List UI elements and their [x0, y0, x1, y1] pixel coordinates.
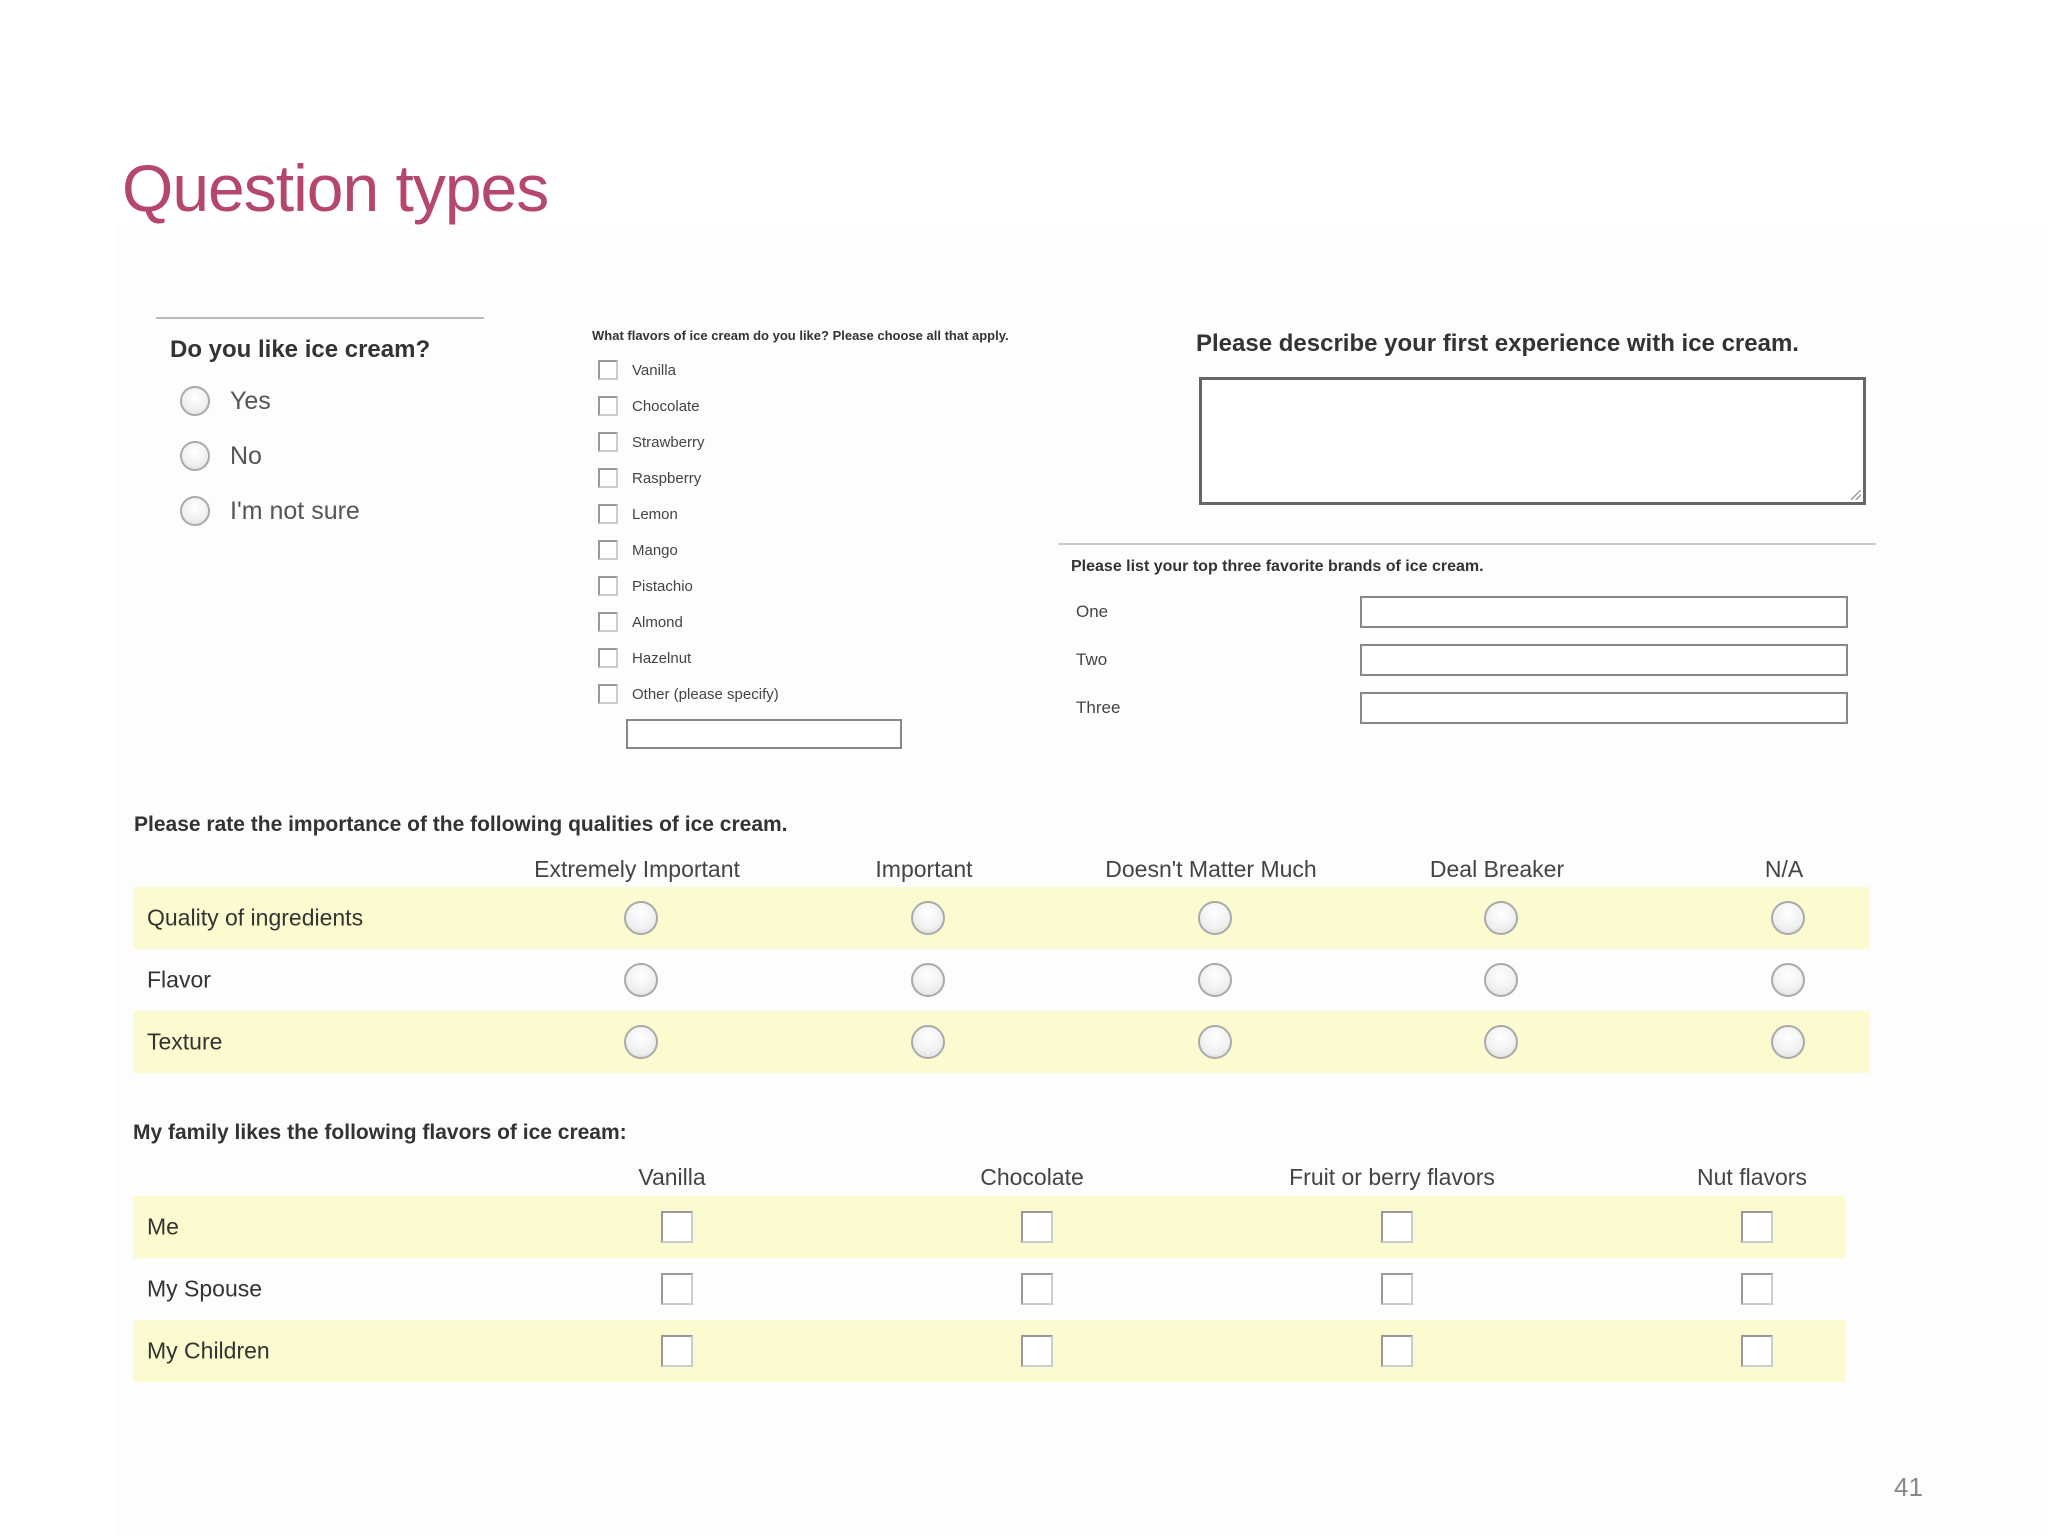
radio-button[interactable] — [1198, 963, 1232, 997]
row-label: Flavor — [147, 966, 211, 993]
brand-input-three[interactable] — [1360, 692, 1848, 724]
brand-label-two: Two — [1076, 650, 1108, 669]
column-header: Fruit or berry flavors — [1289, 1164, 1495, 1190]
radio-button[interactable] — [1771, 963, 1805, 997]
q2-option-strawberry[interactable] — [598, 432, 705, 452]
checkbox[interactable] — [1021, 1273, 1053, 1305]
q2-option-hazelnut[interactable] — [598, 648, 691, 668]
q1-option-yes[interactable] — [180, 386, 271, 416]
option-label: Hazelnut — [632, 649, 692, 667]
q1-question: Do you like ice cream? — [170, 336, 431, 363]
checkbox[interactable] — [598, 612, 618, 632]
column-header: Chocolate — [980, 1164, 1084, 1190]
column-header: Doesn't Matter Much — [1105, 856, 1317, 882]
checkbox[interactable] — [598, 432, 618, 452]
checkbox[interactable] — [598, 468, 618, 488]
brand-label-three: Three — [1076, 698, 1121, 717]
brand-label-one: One — [1076, 602, 1109, 621]
checkbox[interactable] — [1741, 1273, 1773, 1305]
brand-input-one[interactable] — [1360, 596, 1848, 628]
radio-button[interactable] — [624, 1025, 658, 1059]
q2-question: What flavors of ice cream do you like? Please choose all that apply. — [592, 328, 1009, 343]
option-label: Pistachio — [632, 577, 693, 595]
option-label: No — [230, 441, 262, 470]
q2-option-lemon[interactable] — [598, 504, 678, 524]
checkbox[interactable] — [598, 648, 618, 668]
option-label: Vanilla — [632, 361, 676, 379]
radio-button[interactable] — [180, 441, 210, 471]
column-header: Extremely Important — [534, 856, 740, 882]
radio-button[interactable] — [1771, 901, 1805, 935]
checkbox[interactable] — [1381, 1335, 1413, 1367]
column-header: Important — [875, 856, 973, 882]
radio-button[interactable] — [911, 901, 945, 935]
row-label: Texture — [147, 1028, 223, 1055]
row-label: My Children — [147, 1337, 270, 1364]
option-label: Lemon — [632, 505, 678, 523]
checkbox[interactable] — [661, 1211, 693, 1243]
column-header: Nut flavors — [1697, 1164, 1807, 1190]
option-label: Chocolate — [632, 397, 700, 415]
other-specify-input[interactable] — [626, 719, 902, 749]
q2-option-almond[interactable] — [598, 612, 683, 632]
resize-handle-icon[interactable] — [1849, 488, 1861, 500]
radio-button[interactable] — [1198, 1025, 1232, 1059]
checkbox[interactable] — [598, 360, 618, 380]
row-label: My Spouse — [147, 1275, 263, 1302]
checkbox[interactable] — [661, 1335, 693, 1367]
radio-button[interactable] — [1198, 901, 1232, 935]
checkbox[interactable] — [598, 684, 618, 704]
q6-question: My family likes the following flavors of ice cream: — [133, 1121, 627, 1144]
row-label: Quality of ingredients — [147, 904, 364, 931]
option-label: Raspberry — [632, 469, 702, 487]
checkbox[interactable] — [1381, 1211, 1413, 1243]
slide-title: Question types — [122, 151, 549, 225]
brand-input-two[interactable] — [1360, 644, 1848, 676]
checkbox[interactable] — [598, 576, 618, 596]
checkbox[interactable] — [598, 396, 618, 416]
checkbox[interactable] — [661, 1273, 693, 1305]
radio-button[interactable] — [1484, 1025, 1518, 1059]
column-header: Deal Breaker — [1429, 856, 1565, 882]
q2-option-other[interactable] — [598, 684, 779, 704]
family-row-children — [133, 1320, 1845, 1382]
radio-button[interactable] — [624, 901, 658, 935]
q3-question: Please describe your first experience with ice cream. — [1196, 330, 1799, 357]
checkbox[interactable] — [1741, 1335, 1773, 1367]
q5-question: Please rate the importance of the following qualities of ice cream. — [134, 813, 788, 836]
q2-option-pistachio[interactable] — [598, 576, 693, 596]
checkbox[interactable] — [1381, 1273, 1413, 1305]
checkbox[interactable] — [1021, 1211, 1053, 1243]
checkbox[interactable] — [1741, 1211, 1773, 1243]
radio-button[interactable] — [180, 386, 210, 416]
family-row-me — [133, 1196, 1845, 1258]
column-header: Vanilla — [638, 1164, 706, 1190]
radio-button[interactable] — [911, 1025, 945, 1059]
option-label: Other (please specify) — [632, 685, 779, 703]
q1-divider — [156, 317, 484, 319]
experience-textarea[interactable] — [1199, 377, 1866, 505]
option-label: Strawberry — [632, 433, 705, 451]
family-row-spouse — [133, 1258, 1845, 1320]
checkbox[interactable] — [598, 540, 618, 560]
q4-divider — [1058, 543, 1876, 545]
radio-button[interactable] — [624, 963, 658, 997]
q2-option-vanilla[interactable] — [598, 360, 676, 380]
option-label: Mango — [632, 541, 678, 559]
q2-option-chocolate[interactable] — [598, 396, 700, 416]
rating-row-texture — [133, 1011, 1869, 1073]
row-label: Me — [147, 1213, 179, 1240]
radio-button[interactable] — [1484, 901, 1518, 935]
option-label: Yes — [230, 386, 271, 415]
column-header: N/A — [1764, 856, 1804, 882]
q1-option-no[interactable] — [180, 441, 262, 471]
q2-option-mango[interactable] — [598, 540, 678, 560]
checkbox[interactable] — [1021, 1335, 1053, 1367]
rating-row-flavor — [133, 949, 1869, 1011]
q1-option-not-sure[interactable] — [180, 496, 360, 526]
page-number: 41 — [1894, 1472, 1923, 1502]
checkbox[interactable] — [598, 504, 618, 524]
option-label: I'm not sure — [230, 496, 360, 525]
radio-button[interactable] — [180, 496, 210, 526]
q2-option-raspberry[interactable] — [598, 468, 701, 488]
radio-button[interactable] — [1484, 963, 1518, 997]
radio-button[interactable] — [1771, 1025, 1805, 1059]
q4-question: Please list your top three favorite brands of ice cream. — [1071, 558, 1484, 575]
rating-row-quality — [133, 887, 1869, 949]
option-label: Almond — [632, 613, 683, 631]
radio-button[interactable] — [911, 963, 945, 997]
